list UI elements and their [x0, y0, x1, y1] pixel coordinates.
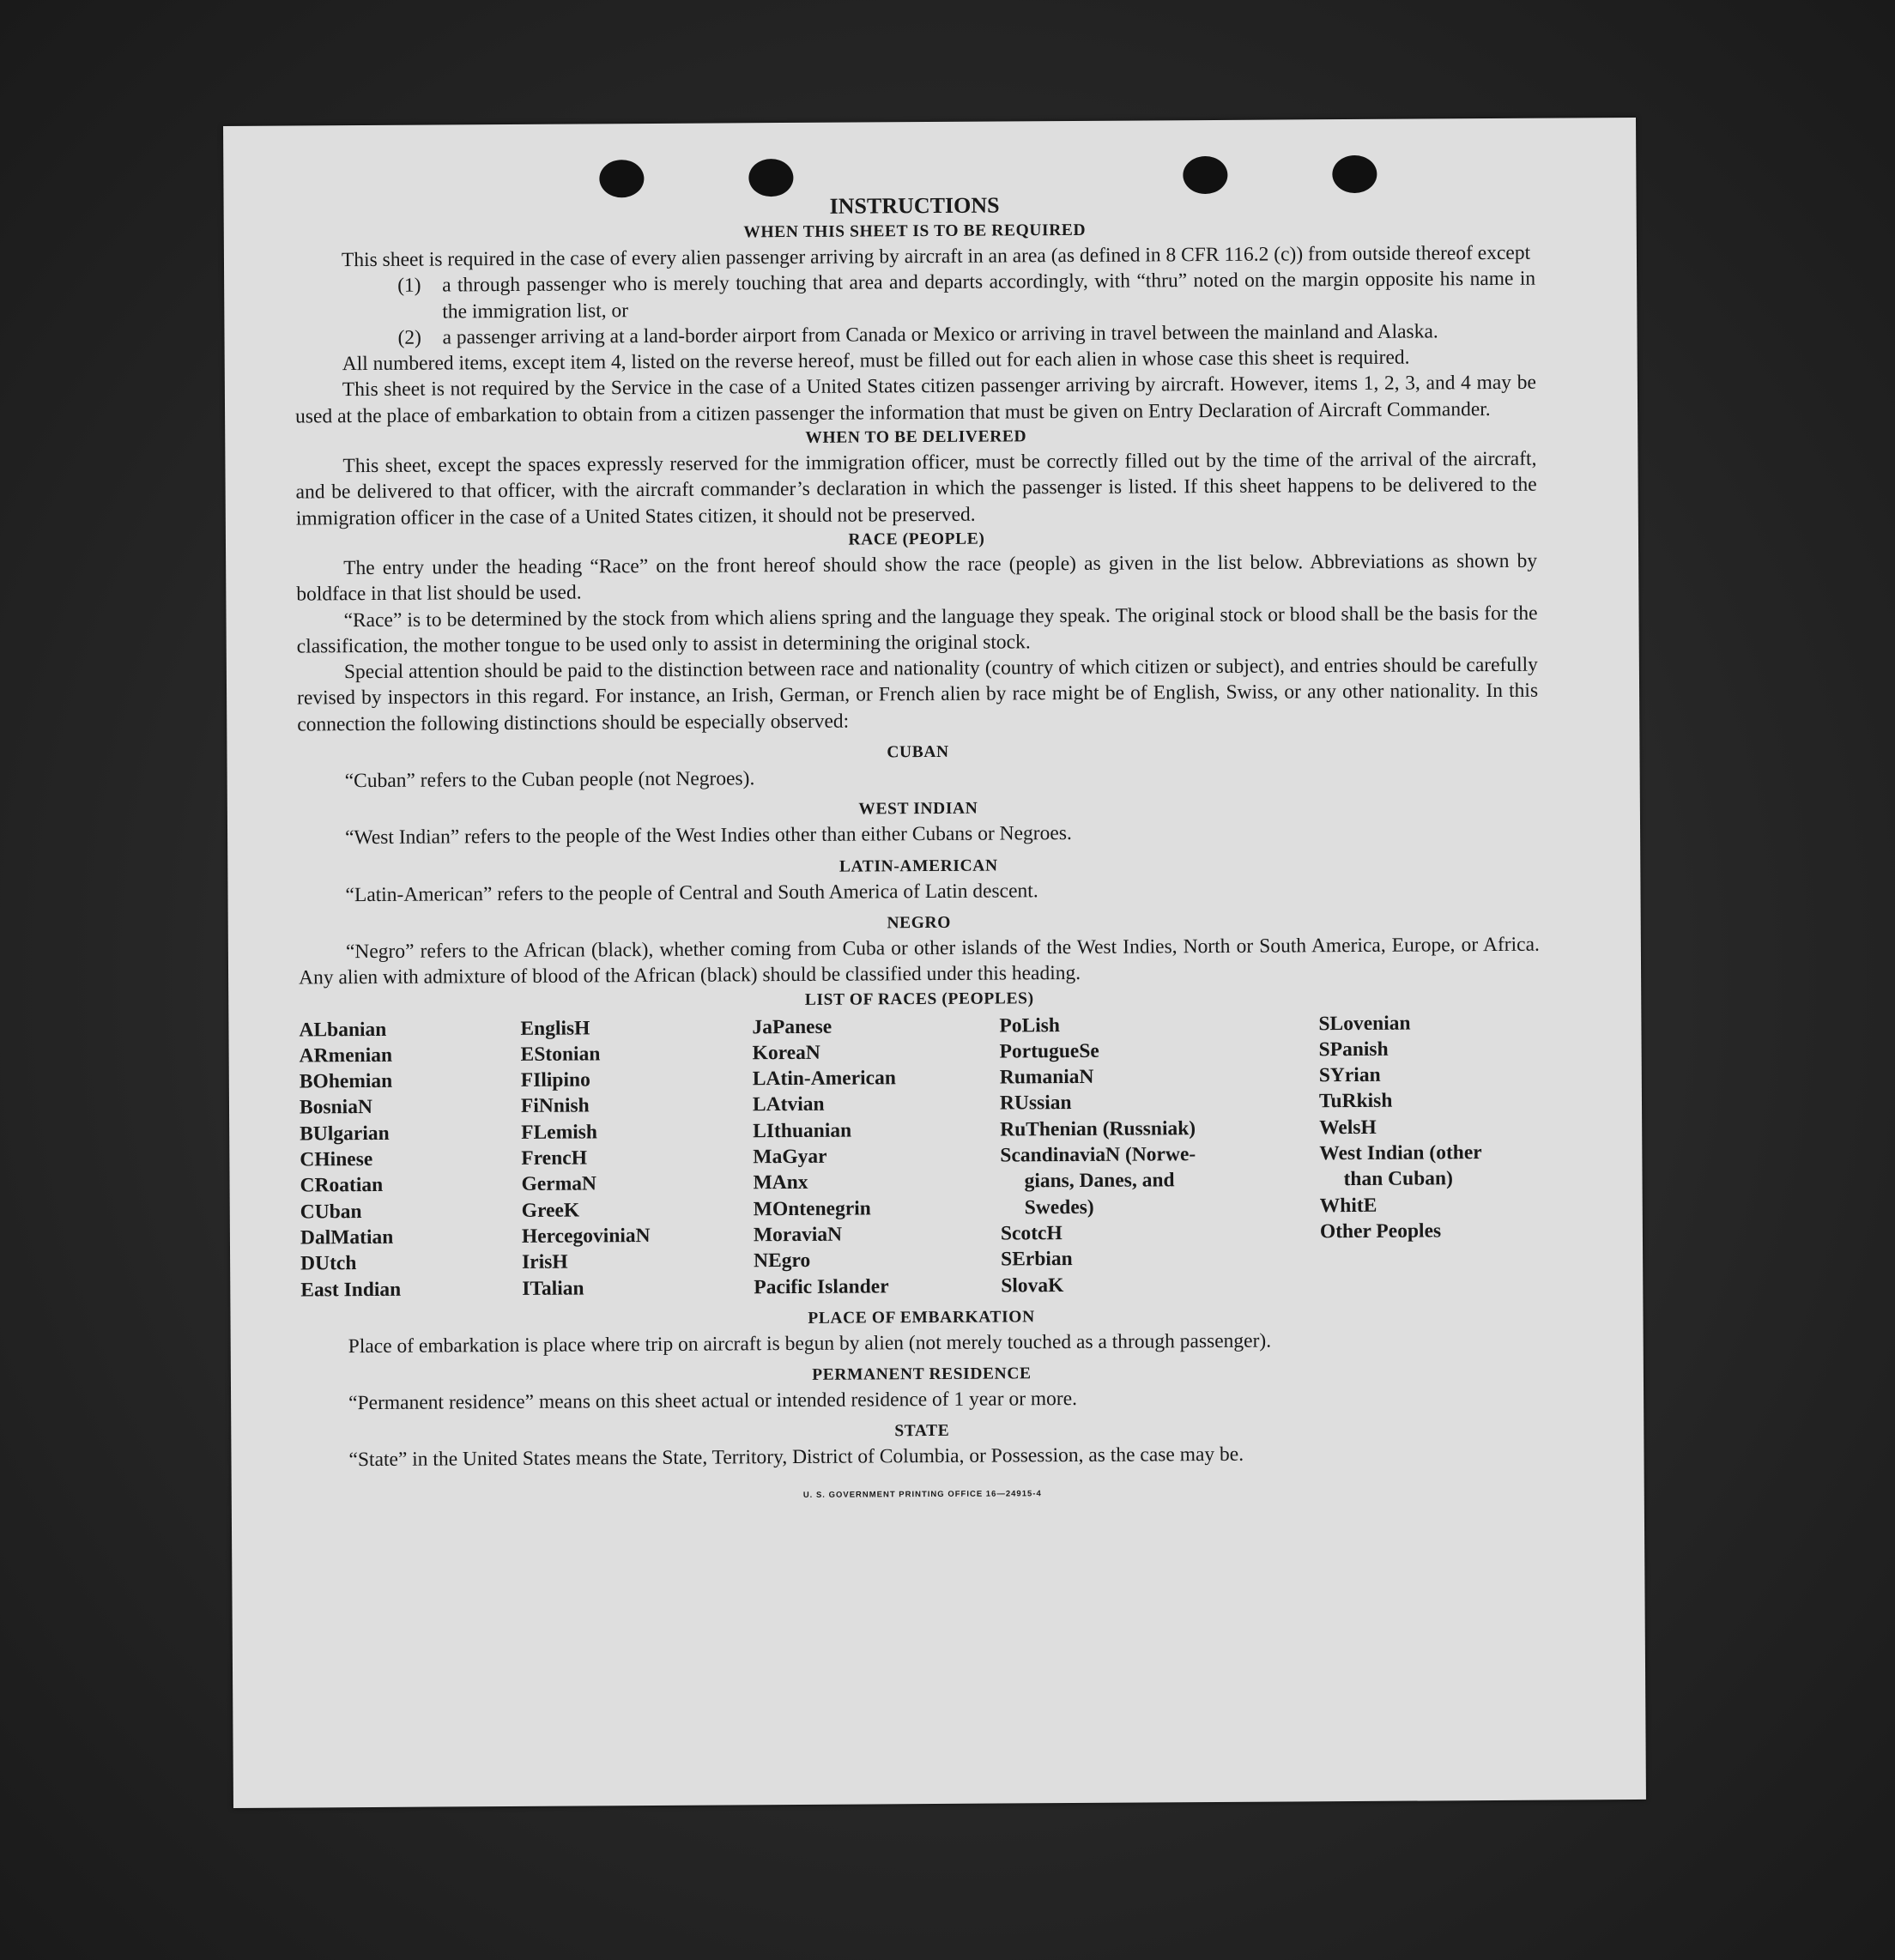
race-entry: WelsH — [1319, 1116, 1377, 1139]
section-heading-west-indian: WEST INDIAN — [858, 800, 978, 819]
list-item — [294, 266, 1535, 325]
race-entry: WhitE — [1319, 1194, 1377, 1217]
item-number: (2) — [397, 326, 422, 349]
paragraph: All numbered items, except item 4, listed on the reverse hereof, must be filled out for each alien in whose case this sheet is required. — [342, 346, 1410, 376]
race-entry: EStonian — [520, 1043, 601, 1066]
section-heading-list-of-races: LIST OF RACES (PEOPLES) — [804, 989, 1034, 1009]
race-entry: FLemish — [521, 1121, 598, 1144]
race-entry: EnglisH — [520, 1016, 590, 1040]
race-entry: SPanish — [1318, 1037, 1389, 1062]
race-entry: TuRkish — [1318, 1090, 1393, 1113]
race-entry: SErbian — [1001, 1248, 1073, 1271]
section-heading-when-required: WHEN THIS SHEET IS TO BE REQUIRED — [743, 221, 1087, 242]
race-entry: BOhemian — [299, 1069, 393, 1093]
race-entry: IrisH — [522, 1250, 568, 1274]
race-entry: Swedes) — [1024, 1195, 1094, 1219]
paragraph: “State” in the United States means the State, Territory, District of Columbia, or Possession, as the case may be. — [348, 1443, 1244, 1472]
item-number: (1) — [397, 274, 421, 298]
race-entry: FIlipino — [520, 1068, 590, 1092]
section-heading-state: STATE — [894, 1422, 950, 1441]
punch-hole — [1332, 155, 1377, 193]
paragraph: Place of embarkation is place where trip on aircraft is begun by alien (not merely touched as a through passenger). — [348, 1329, 1272, 1358]
race-entry: Pacific Islander — [754, 1274, 889, 1298]
section-heading-residence: PERMANENT RESIDENCE — [812, 1364, 1032, 1384]
paragraph: This sheet is required in the case of every alien passenger arriving by aircraft in an area (as defined in 8 CFR 116.2 (c)) from outside thereof except — [341, 241, 1531, 272]
item-text: a passenger arriving at a land-border airport from Canada or Mexico or arriving in travel between the mainland and Alaska. — [442, 320, 1438, 349]
race-entry: SYrian — [1318, 1063, 1381, 1087]
race-entry: LIthuanian — [753, 1119, 852, 1142]
paragraph: “Latin-American” refers to the people of Central and South America of Latin descent. — [345, 879, 1038, 906]
paragraph: “Negro” refers to the African (black), whether coming from Cuba or other islands of the West Indies, North or South America, Europe, or Africa. Any alien with admixture of blood of the African (black) should be classified under this heading. — [299, 933, 1540, 989]
instruction-sheet — [223, 118, 1646, 1808]
race-entry: FiNnish — [520, 1094, 590, 1118]
punch-hole — [1183, 156, 1227, 194]
race-entry: SlovaK — [1001, 1273, 1064, 1298]
race-entry: KoreaN — [752, 1041, 820, 1065]
race-entry: CRoatian — [300, 1174, 384, 1197]
races-column — [999, 1011, 1320, 1299]
race-entry: ALbanian — [299, 1018, 387, 1042]
race-entry: BUlgarian — [300, 1122, 390, 1146]
section-heading-cuban: CUBAN — [887, 742, 949, 762]
races-column — [299, 1015, 522, 1303]
printing-office-footer: U. S. GOVERNMENT PRINTING OFFICE 16—24915-4 — [802, 1488, 1042, 1500]
race-entry: BosniaN — [299, 1096, 372, 1119]
paragraph: This sheet is not required by the Service in the case of a United States citizen passenger arriving by aircraft. However, items 1, 2, 3, and 4 may be used at the place of embarkation to obtain from a citizen passenger the information that must be given on Entry Declaration of Aircraft Commander. — [295, 372, 1536, 428]
race-entry: DUtch — [300, 1252, 357, 1275]
race-entry: than Cuban) — [1343, 1167, 1453, 1191]
race-entry: SLovenian — [1318, 1012, 1411, 1035]
section-heading-race: RACE (PEOPLE) — [848, 529, 985, 549]
race-entry: GermaN — [521, 1172, 597, 1196]
section-heading-embarkation: PLACE OF EMBARKATION — [808, 1308, 1035, 1328]
race-entry: RumaniaN — [999, 1065, 1094, 1089]
race-entry: ITalian — [522, 1276, 584, 1300]
race-entry: East Indian — [300, 1278, 402, 1302]
race-entry: PortugueSe — [999, 1039, 1099, 1063]
race-entry: NEgro — [754, 1249, 811, 1273]
race-entry: RuThenian (Russniak) — [1000, 1116, 1196, 1141]
punch-hole — [748, 159, 793, 197]
document-content — [294, 189, 1543, 1512]
punch-hole — [599, 160, 644, 197]
races-list — [299, 1009, 1541, 1303]
section-heading-negro: NEGRO — [887, 913, 952, 933]
paragraph: This sheet, except the spaces expressly reserved for the immigration officer, must be correctly filled out by the time of the arrival of the aircraft, and be delivered to that officer, with the aircraft commander’s declaration in which the passenger is listed. If this sheet happens to be delivered to the immigration officer in the case of a United States citizen, it should not be preserved. — [295, 447, 1537, 530]
section-heading-latin-american: LATIN-AMERICAN — [839, 856, 998, 876]
race-entry: LAtin-American — [752, 1067, 896, 1091]
race-entry: MaGyar — [753, 1145, 827, 1169]
paragraph: “Race” is to be determined by the stock from which aliens spring and the language they speak. The original stock or blood shall be the basis for the classification, the mother tongue to be used only to assist in determining the original stock. — [296, 602, 1538, 658]
races-column — [520, 1014, 754, 1302]
document-title: INSTRUCTIONS — [829, 192, 1000, 219]
races-column — [752, 1013, 1001, 1300]
paragraph: “Cuban” refers to the Cuban people (not Negroes). — [344, 767, 755, 793]
race-entry: ARmenian — [299, 1044, 393, 1068]
race-entry: RUssian — [999, 1092, 1072, 1115]
race-entry: CUban — [300, 1200, 362, 1224]
race-entry: HercegoviniaN — [521, 1224, 651, 1248]
race-entry: PoLish — [999, 1013, 1061, 1037]
race-entry: MOntenegrin — [753, 1197, 871, 1220]
race-entry: MAnx — [753, 1171, 808, 1195]
race-entry: Other Peoples — [1319, 1219, 1442, 1243]
paragraph: “Permanent residence” means on this sheet actual or intended residence of 1 year or more. — [348, 1388, 1078, 1415]
paragraph: The entry under the heading “Race” on the front hereof should show the race (people) as given in the list below. Abbreviations as shown by boldface in that list should be used. — [296, 549, 1538, 606]
section-heading-when-delivered: WHEN TO BE DELIVERED — [805, 427, 1027, 447]
race-entry: CHinese — [300, 1148, 373, 1171]
race-entry: ScotcH — [1000, 1221, 1063, 1245]
race-entry: ScandinaviaN (Norwe- — [1000, 1143, 1196, 1167]
race-entry: gians, Danes, and — [1024, 1169, 1175, 1193]
item-text: a through passenger who is merely touching that area and departs accordingly, with “thru” noted on the margin opposite his name in the immigration list, or — [442, 267, 1536, 324]
races-column — [1318, 1009, 1541, 1297]
paragraph: Special attention should be paid to the distinction between race and nationality (country of which citizen or subject), and entries should be carefully revised by inspectors in this regard. For instance, an Irish, German, or French alien by race might be of English, Swiss, or any other nationality. In this connection the following distinctions should be especially observed: — [297, 653, 1539, 736]
race-entry: West Indian (other — [1319, 1141, 1482, 1165]
race-entry: LAtvian — [752, 1093, 825, 1116]
race-entry: DalMatian — [300, 1225, 394, 1249]
race-entry: JaPanese — [752, 1015, 832, 1038]
race-entry: GreeK — [521, 1199, 580, 1222]
race-entry: FrencH — [521, 1146, 588, 1170]
race-entry: MoraviaN — [753, 1223, 843, 1247]
paragraph: “West Indian” refers to the people of the West Indies other than either Cubans or Negroes. — [345, 822, 1072, 850]
